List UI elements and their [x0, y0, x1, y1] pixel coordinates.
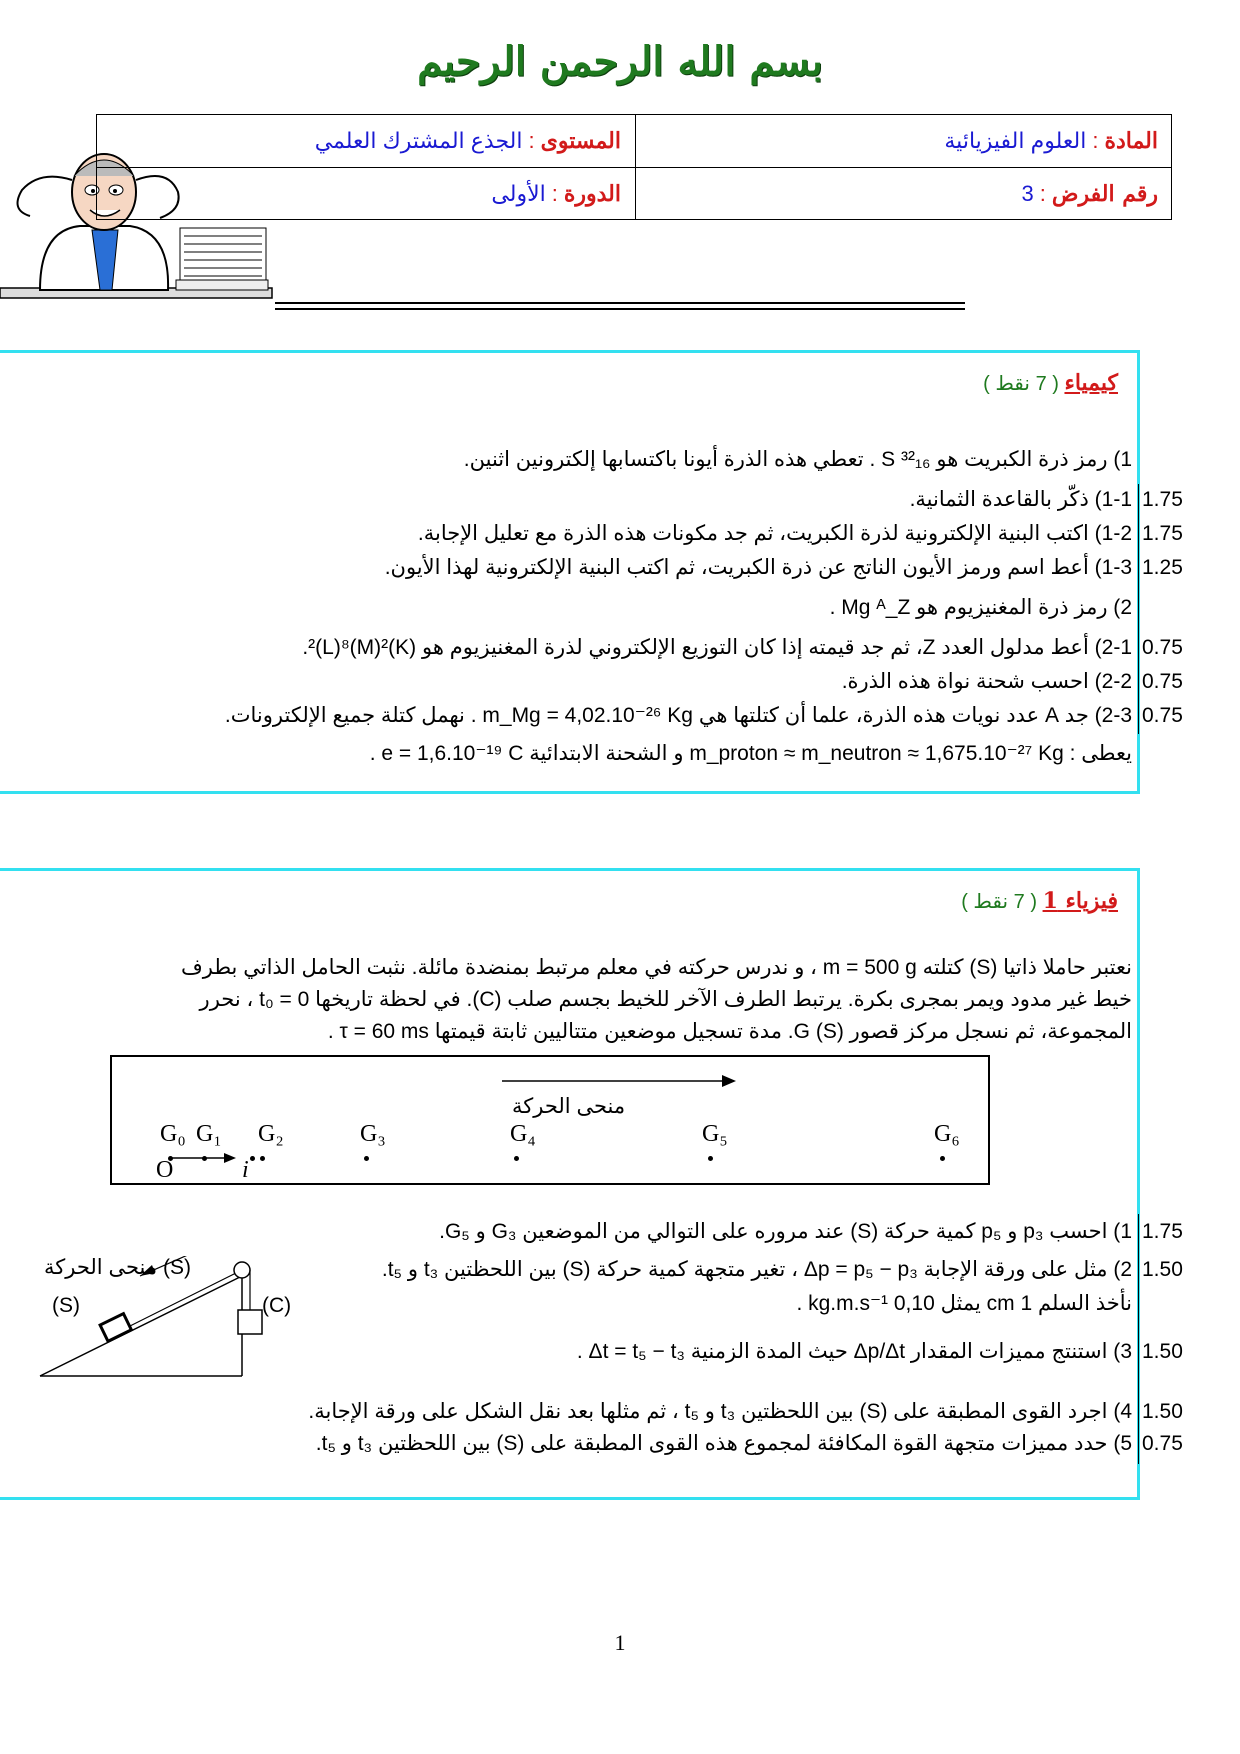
header-divider-line-2	[275, 308, 965, 310]
unit-vector-arrow	[170, 1151, 240, 1165]
physics-title: فيزياء 1	[1042, 888, 1118, 914]
level-label: المستوى	[540, 128, 621, 154]
level-separator: :	[528, 128, 535, 153]
test-number-separator: :	[1039, 181, 1046, 206]
phys-score-divider	[1138, 1214, 1139, 1464]
subject-cell	[636, 115, 1172, 167]
chem-score-6: 0.75	[1142, 704, 1183, 727]
header-table	[96, 114, 1172, 220]
phys-score-1: 1.75	[1142, 1220, 1183, 1243]
phys-line-2: 2) مثل على ورقة الإجابة Δp = p₅ − p₃ ، تغير متجهة كمية حركة (S) بين اللحظتين t₃ و t₅.	[381, 1258, 1132, 1281]
phys-line-1: 1) احسب p₃ و p₅ كمية حركة (S) عند مروره على التوالي من الموضعين G₃ و G₅.	[439, 1220, 1132, 1243]
bismillah-title: بسم الله الرحمن الرحيم	[417, 38, 823, 85]
phys-line-3: نأخذ السلم 1 cm يمثل 0,10 kg.m.s⁻¹ .	[796, 1292, 1132, 1315]
point-g0: G₀	[160, 1121, 186, 1147]
trajectory-arrow	[502, 1071, 742, 1091]
incline-s-label: (S)	[52, 1294, 80, 1317]
chem-line-2: 1-1) ذكّر بالقاعدة الثمانية.	[909, 488, 1132, 511]
phys-intro-3: المجموعة، ثم نسجل مركز قصور (S) G. مدة تسجيل موضعين متتاليين ثابتة قيمتها τ = 60 ms .	[327, 1020, 1132, 1043]
phys-line-4: 3) استنتج مميزات المقدار Δp/Δt حيث المدة الزمنية Δt = t₅ − t₃ .	[576, 1340, 1132, 1363]
level-value: الجذع المشترك العلمي	[314, 128, 523, 153]
chem-line-4: 1-3) أعط اسم ورمز الأيون الناتج عن ذرة الكبريت، ثم اكتب البنية الإلكترونية لهذا الأيون.	[384, 556, 1132, 579]
point-g1: G₁	[196, 1121, 222, 1147]
chemistry-title-row	[983, 370, 1118, 396]
session-value: الأولى	[491, 181, 546, 206]
phys-line-6: 5) حدد مميزات متجهة القوة المكافئة لمجموع هذه القوى المطبقة على (S) بين اللحظتين t₃ و t₅.	[315, 1432, 1132, 1455]
chem-line-8: 2-3) جد A عدد نويات هذه الذرة، علما أن كتلتها هي m_Mg = 4,02.10⁻²⁶ Kg . نهمل كتلة جميع الإلكترونات.	[224, 704, 1132, 727]
dot-g2a	[250, 1156, 255, 1161]
chem-score-4: 0.75	[1142, 636, 1183, 659]
chemistry-title: كيمياء	[1064, 370, 1118, 396]
phys-score-3: 1.50	[1142, 1340, 1183, 1363]
chem-score-divider	[1138, 484, 1139, 734]
incline-c-label: (C)	[262, 1294, 292, 1317]
chem-score-2: 1.75	[1142, 522, 1183, 545]
point-g5: G₅	[702, 1121, 728, 1147]
dot-g5	[708, 1156, 713, 1161]
chem-score-5: 0.75	[1142, 670, 1183, 693]
phys-intro-2: خيط غير مدود ويمر بمجرى بكرة. يرتبط الطرف الآخر للخيط بجسم صلب (C). في لحظة تاريخها t₀ = 0 ، نحرر	[199, 988, 1132, 1011]
chem-line-3: 1-2) اكتب البنية الإلكترونية لذرة الكبريت، ثم جد مكونات هذه الذرة مع تعليل الإجابة.	[417, 522, 1132, 545]
chemistry-points: ( 7 نقط )	[983, 373, 1059, 395]
trajectory-label: منحى الحركة	[512, 1095, 626, 1118]
subject-label: المادة	[1104, 128, 1158, 154]
chem-score-1: 1.75	[1142, 488, 1183, 511]
chem-line-6: 2-1) أعط مدلول العدد Z، ثم جد قيمته إذا كان التوزيع الإلكتروني لذرة المغنيزيوم هو (K)²(L)⁸(M)².	[302, 636, 1132, 659]
unit-vector-label: i	[242, 1157, 249, 1183]
chem-line-9: يعطى : m_proton ≈ m_neutron ≈ 1,675.10⁻²⁷ Kg و الشحنة الابتدائية e = 1,6.10⁻¹⁹ C .	[369, 742, 1132, 765]
dot-g6	[940, 1156, 945, 1161]
session-separator: :	[551, 181, 558, 206]
chem-score-3: 1.25	[1142, 556, 1183, 579]
session-label: الدورة	[563, 181, 621, 207]
phys-score-2: 1.50	[1142, 1258, 1183, 1281]
chem-line-5: 2) رمز ذرة المغنيزيوم هو Mg ᴬ_Z .	[829, 596, 1132, 619]
point-g4: G₄	[510, 1121, 536, 1147]
subject-separator: :	[1092, 128, 1099, 153]
dot-g3	[364, 1156, 369, 1161]
level-cell	[97, 115, 635, 167]
origin-label: O	[156, 1157, 174, 1183]
subject-value: العلوم الفيزيائية	[944, 128, 1087, 153]
dot-g4	[514, 1156, 519, 1161]
chem-line-1: 1) رمز ذرة الكبريت هو S ³²₁₆ . تعطي هذه الذرة أيونا باكتسابها إلكترونين اثنين.	[463, 448, 1132, 471]
physics-points: ( 7 نقط )	[961, 891, 1037, 913]
physics-title-row	[961, 888, 1118, 914]
phys-intro-1: نعتبر حاملا ذاتيا (S) كتلته m = 500 g ، و ندرس حركته في معلم مرتبط بمنضدة مائلة. نثبت الحامل الذاتي بطرف	[180, 956, 1132, 979]
trajectory-diagram	[110, 1055, 990, 1185]
dot-g2b	[260, 1156, 265, 1161]
test-number-label: رقم الفرض	[1051, 181, 1158, 207]
session-cell	[97, 168, 635, 220]
point-g3: G₃	[360, 1121, 386, 1147]
point-g6: G₆	[934, 1121, 960, 1147]
chem-line-7: 2-2) احسب شحنة نواة هذه الذرة.	[841, 670, 1132, 693]
incline-s-label-top: (S) منحى الحركة	[44, 1256, 191, 1279]
page-number: 1	[614, 1630, 626, 1655]
test-number-cell	[636, 168, 1172, 220]
phys-score-4: 1.50	[1142, 1400, 1183, 1423]
point-g2: G₂	[258, 1121, 284, 1147]
test-number-value: 3	[1021, 181, 1034, 206]
phys-line-5: 4) اجرد القوى المطبقة على (S) بين اللحظتين t₃ و t₅ ، ثم مثلها بعد نقل الشكل على ورقة الإجابة.	[308, 1400, 1132, 1423]
phys-score-5: 0.75	[1142, 1432, 1183, 1455]
header-divider-line	[275, 302, 965, 304]
